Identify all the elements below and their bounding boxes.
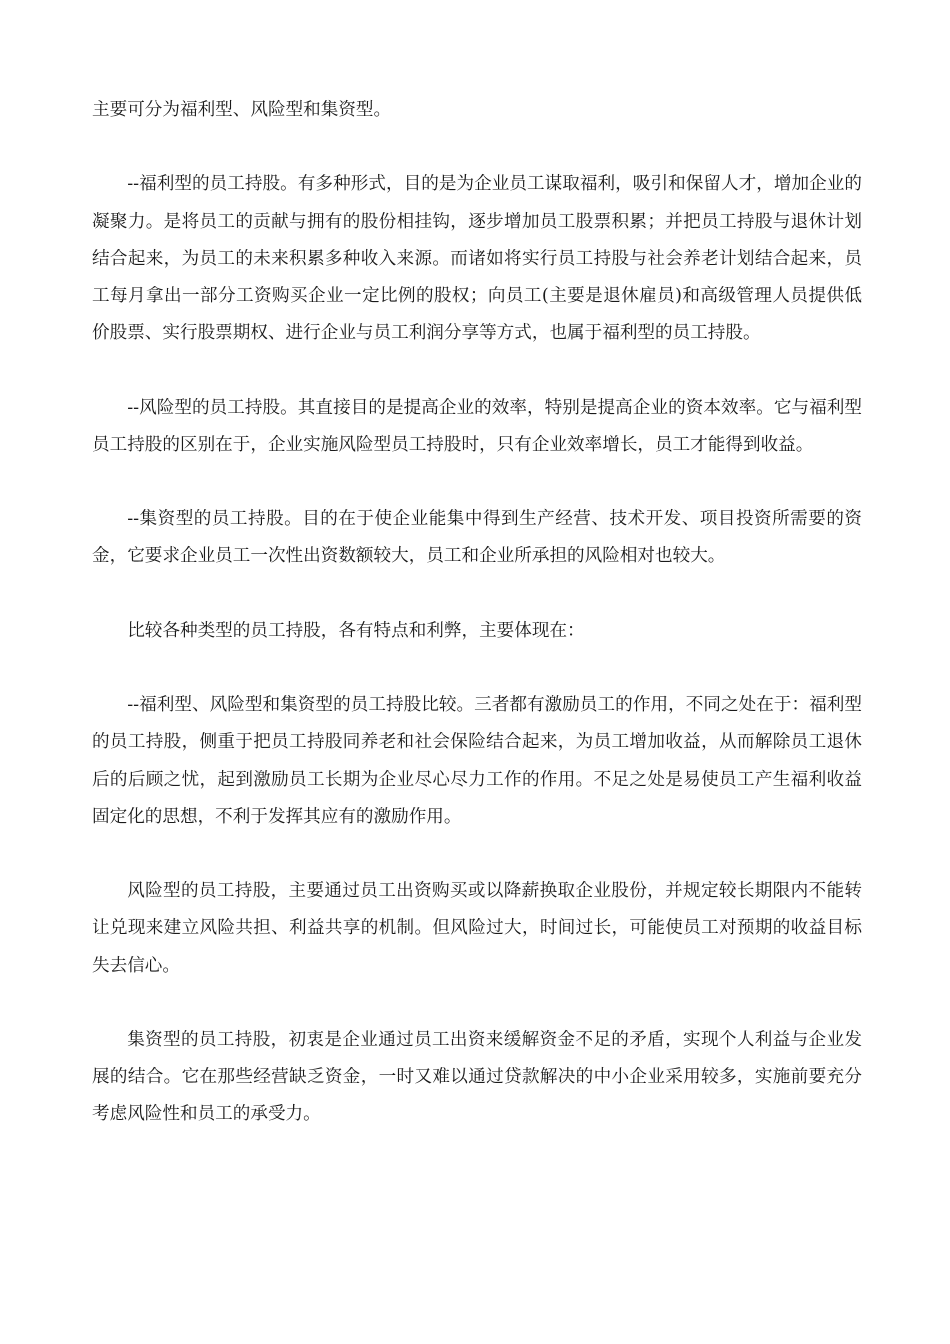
- paragraph-welfare-type: --福利型的员工持股。有多种形式，目的是为企业员工谋取福利，吸引和保留人才，增加企业的凝聚力。是将员工的贡献与拥有的股份相挂钩，逐步增加员工股票积累；并把员工持股与退休计划结合起来，为员工的未来积累多种收入来源。而诸如将实行员工持股与社会养老计划结合起来，员工每月拿出一部分工资购买企业一定比例的股权；向员工(主要是退休雇员)和高级管理人员提供低价股票、实行股票期权、进行企业与员工利润分享等方式，也属于福利型的员工持股。: [92, 174, 862, 344]
- paragraph-comparison-welfare: --福利型、风险型和集资型的员工持股比较。三者都有激励员工的作用，不同之处在于：福利型的员工持股，侧重于把员工持股同养老和社会保险结合起来，为员工增加收益，从而解除员工退休后的后顾之忧，起到激励员工长期为企业尽心尽力工作的作用。不足之处是易使员工产生福利收益固定化的思想，不利于发挥其应有的激励作用。: [92, 695, 862, 827]
- paragraph-comparison-lead: 比较各种类型的员工持股，各有特点和利弊，主要体现在：: [127, 620, 585, 641]
- document-page: [92, 92, 862, 1134]
- paragraph-comparison-risk: 风险型的员工持股，主要通过员工出资购买或以降薪换取企业股份，并规定较长期限内不能转让兑现来建立风险共担、利益共享的机制。但风险过大，时间过长，可能使员工对预期的收益目标失去信心。: [92, 881, 862, 976]
- paragraph-risk-type: --风险型的员工持股。其直接目的是提高企业的效率，特别是提高企业的资本效率。它与福利型员工持股的区别在于，企业实施风险型员工持股时，只有企业效率增长，员工才能得到收益。: [92, 397, 862, 455]
- paragraph-intro: 主要可分为福利型、风险型和集资型。: [92, 100, 392, 120]
- paragraph-comparison-fundraising: 集资型的员工持股，初衷是企业通过员工出资来缓解资金不足的矛盾，实现个人利益与企业发展的结合。它在那些经营缺乏资金，一时又难以通过贷款解决的中小企业采用较多，实施前要充分考虑风险性和员工的承受力。: [92, 1029, 862, 1125]
- paragraph-fundraising-type: --集资型的员工持股。目的在于使企业能集中得到生产经营、技术开发、项目投资所需要的资金，它要求企业员工一次性出资数额较大，员工和企业所承担的风险相对也较大。: [92, 509, 862, 567]
